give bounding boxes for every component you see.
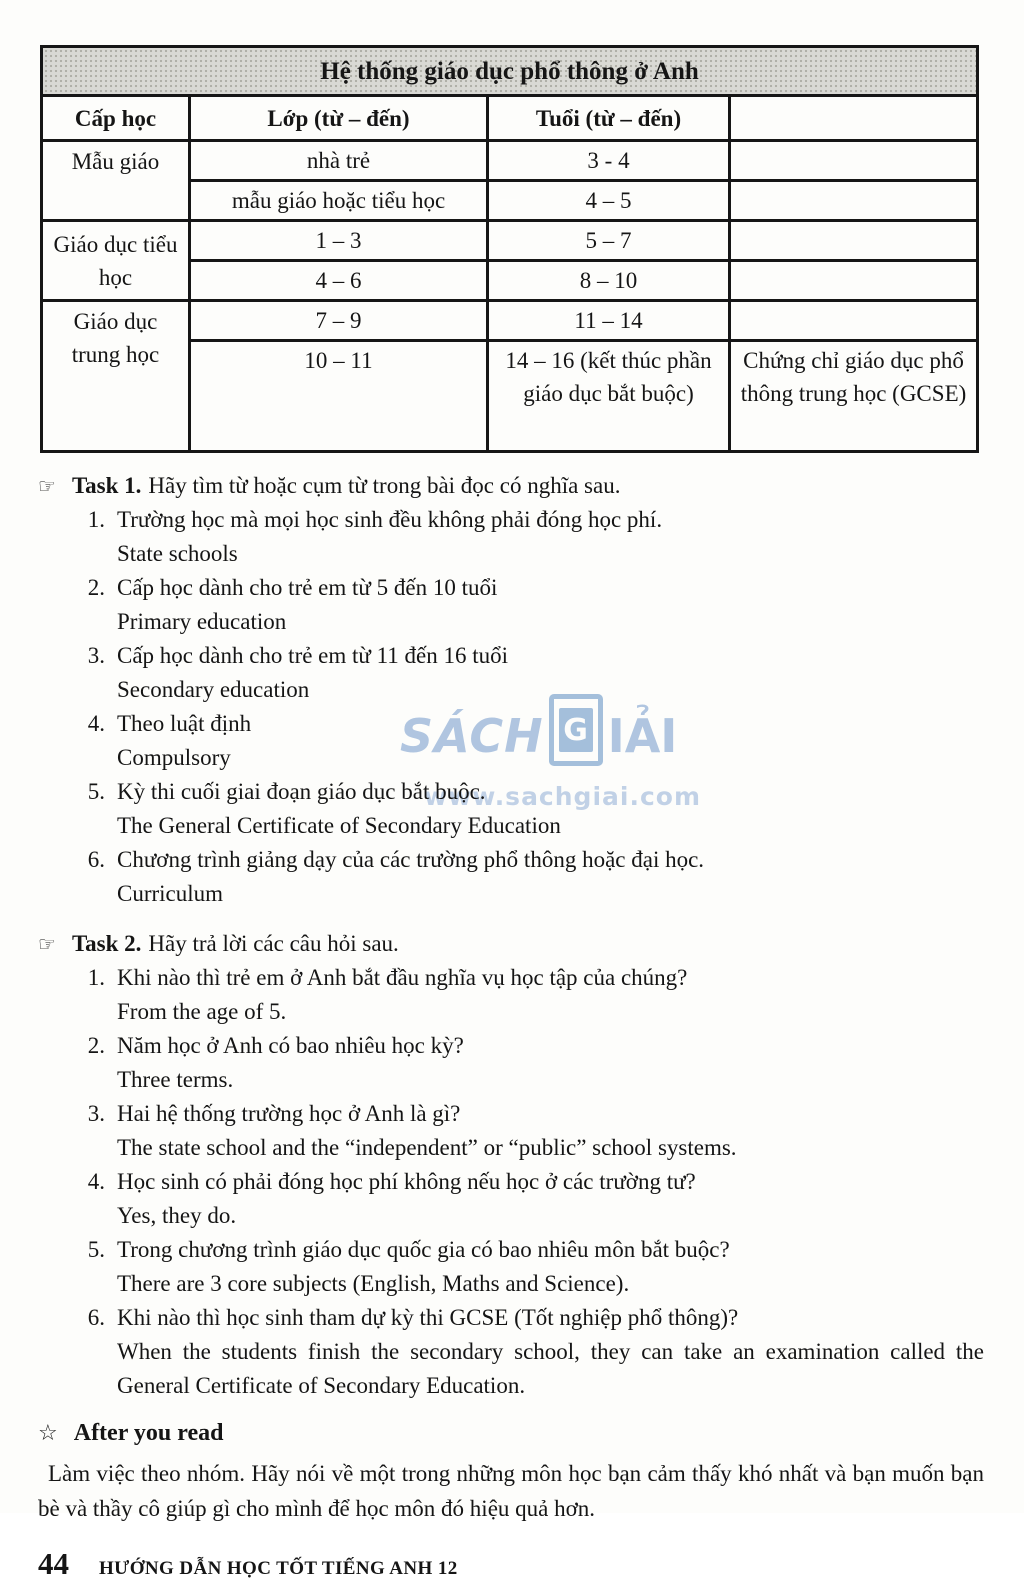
- empty-cell: [730, 261, 978, 301]
- item-question: Trường học mà mọi học sinh đều không phải đóng học phí.: [117, 507, 663, 532]
- item-number: 6.: [87, 1305, 105, 1330]
- item-question: Cấp học dành cho trẻ em từ 11 đến 16 tuổi: [117, 643, 509, 668]
- cell-certificate: Chứng chỉ giáo dục phổ thông trung học (GCSE): [730, 341, 978, 452]
- task2-item: [38, 1301, 984, 1403]
- after-you-read-title: After you read: [73, 1420, 224, 1446]
- item-question: Khi nào thì trẻ em ở Anh bắt đầu nghĩa vụ học tập của chúng?: [117, 965, 688, 990]
- item-question: Học sinh có phải đóng học phí không nếu học ở các trường tư?: [117, 1169, 696, 1194]
- task1-item: [38, 571, 984, 639]
- watermark-text-left: SÁCH: [400, 709, 544, 763]
- table-row: [42, 141, 978, 181]
- task2-item: [38, 1233, 984, 1301]
- pointing-hand-icon: ☞: [38, 474, 56, 498]
- page-number: 44: [38, 1546, 69, 1581]
- item-question: Trong chương trình giáo dục quốc gia có bao nhiêu môn bắt buộc?: [117, 1237, 730, 1262]
- col-header-level: Cấp học: [42, 96, 190, 141]
- item-answer: Compulsory: [117, 745, 231, 770]
- cell-grade: 7 – 9: [190, 301, 488, 341]
- cell-age: 3 - 4: [488, 141, 730, 181]
- watermark-url: www.sachgiai.com: [424, 782, 701, 811]
- item-question: Cấp học dành cho trẻ em từ 5 đến 10 tuổi: [117, 575, 498, 600]
- cell-grade: mẫu giáo hoặc tiểu học: [190, 181, 488, 221]
- item-number: 3.: [87, 643, 105, 668]
- item-question: Kỳ thi cuối giai đoạn giáo dục bắt buộc.: [117, 779, 486, 804]
- task1-intro: Hãy tìm từ hoặc cụm từ trong bài đọc có nghĩa sau.: [148, 473, 621, 498]
- task1-item: [38, 775, 984, 843]
- task1-heading: [38, 469, 984, 503]
- item-number: 2.: [87, 575, 105, 600]
- education-system-table: [40, 45, 979, 453]
- cell-grade: 4 – 6: [190, 261, 488, 301]
- empty-cell: [730, 181, 978, 221]
- cell-age: 5 – 7: [488, 221, 730, 261]
- table-row: [42, 301, 978, 341]
- cell-grade: 1 – 3: [190, 221, 488, 261]
- empty-cell: [730, 221, 978, 261]
- task1-label: Task 1.: [71, 473, 142, 498]
- item-question: Khi nào thì học sinh tham dự kỳ thi GCSE (Tốt nghiệp phổ thông)?: [117, 1305, 739, 1330]
- item-answer: Secondary education: [117, 677, 310, 702]
- item-question: Hai hệ thống trường học ở Anh là gì?: [117, 1101, 461, 1126]
- cell-age: 4 – 5: [488, 181, 730, 221]
- task1-item: [38, 503, 984, 571]
- item-answer: There are 3 core subjects (English, Maths and Science).: [117, 1271, 630, 1296]
- col-header-age: Tuổi (từ – đến): [488, 96, 730, 141]
- item-question: Năm học ở Anh có bao nhiêu học kỳ?: [117, 1033, 464, 1058]
- table-title-row: [42, 47, 978, 96]
- item-number: 4.: [87, 711, 105, 736]
- cell-age: 11 – 14: [488, 301, 730, 341]
- item-answer: Yes, they do.: [117, 1203, 237, 1228]
- item-number: 1.: [87, 507, 105, 532]
- item-question: Chương trình giảng dạy của các trường phổ thông hoặc đại học.: [117, 847, 705, 872]
- item-answer: Curriculum: [117, 881, 224, 906]
- item-number: 5.: [87, 779, 105, 804]
- col-header-empty: [730, 96, 978, 141]
- task1-item: [38, 639, 984, 707]
- item-answer: The state school and the “independent” or “public” school systems.: [117, 1135, 737, 1160]
- task2-item: [38, 1029, 984, 1097]
- task1-item: [38, 843, 984, 911]
- task2-item: [38, 1097, 984, 1165]
- item-number: 3.: [87, 1101, 105, 1126]
- item-answer: Three terms.: [117, 1067, 234, 1092]
- cell-age: 8 – 10: [488, 261, 730, 301]
- item-answer: Primary education: [117, 609, 287, 634]
- cell-level: Mẫu giáo: [42, 141, 190, 221]
- cell-grade: nhà trẻ: [190, 141, 488, 181]
- cell-age: 14 – 16 (kết thúc phần giáo dục bắt buộc): [488, 341, 730, 452]
- item-question: Theo luật định: [117, 711, 252, 736]
- col-header-grade: Lớp (từ – đến): [190, 96, 488, 141]
- item-answer: State schools: [117, 541, 238, 566]
- item-number: 5.: [87, 1237, 105, 1262]
- after-you-read-heading: [38, 1415, 984, 1452]
- pointing-hand-icon: ☞: [38, 932, 56, 956]
- table-title: Hệ thống giáo dục phổ thông ở Anh: [42, 47, 978, 96]
- table-header-row: [42, 96, 978, 141]
- cell-level: Giáo dục trung học: [42, 301, 190, 452]
- item-number: 4.: [87, 1169, 105, 1194]
- item-answer: When the students finish the secondary school, they can take an examination called the General Certificate of Secondary Education.: [117, 1339, 984, 1398]
- task2-item: [38, 1165, 984, 1233]
- table-row: [42, 221, 978, 261]
- item-answer: From the age of 5.: [117, 999, 287, 1024]
- task2-intro: Hãy trả lời các câu hỏi sau.: [148, 931, 399, 956]
- item-number: 6.: [87, 847, 105, 872]
- task2-item: [38, 961, 984, 1029]
- cell-grade: 10 – 11: [190, 341, 488, 452]
- watermark-text-right: IẢI: [607, 709, 678, 763]
- item-number: 1.: [87, 965, 105, 990]
- cell-level: Giáo dục tiểu học: [42, 221, 190, 301]
- empty-cell: [730, 141, 978, 181]
- empty-cell: [730, 301, 978, 341]
- star-icon: ☆: [38, 1421, 58, 1446]
- task2-label: Task 2.: [71, 931, 142, 956]
- item-answer: The General Certificate of Secondary Education: [117, 813, 561, 838]
- page-footer: [38, 1546, 984, 1582]
- after-you-read-paragraph: Làm việc theo nhóm. Hãy nói về một trong những môn học bạn cảm thấy khó nhất và bạn muốn bạn bè và thầy cô giúp gì cho mình để học môn đó hiệu quả hơn.: [38, 1461, 984, 1521]
- sachgiai-logo-letter: G: [559, 708, 593, 752]
- task2-heading: [38, 927, 984, 961]
- book-title: HƯỚNG DẪN HỌC TỐT TIẾNG ANH 12: [99, 1558, 458, 1579]
- item-number: 2.: [87, 1033, 105, 1058]
- task1-item: [38, 707, 984, 775]
